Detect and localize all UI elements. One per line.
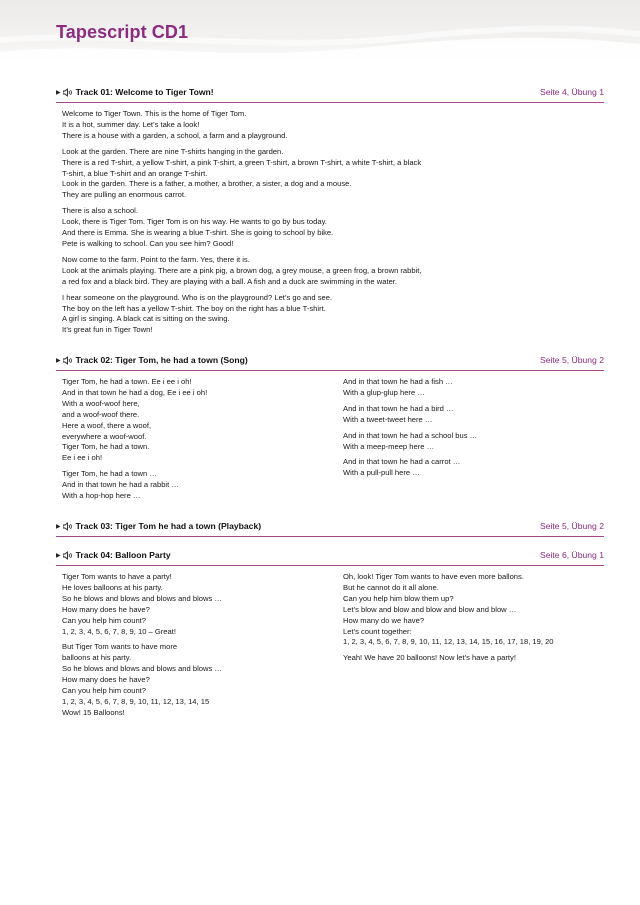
text-line: everywhere a woof-woof.	[62, 431, 147, 441]
text-line: Look, there is Tiger Tom. Tiger Tom is on his way. He wants to go by bus today.	[62, 217, 327, 227]
text-line: a red fox and a black bird. They are playing with a ball. A fish and a duck are swimming in the water.	[62, 276, 398, 286]
track-title: Track 03: Tiger Tom he had a town (Playback)	[75, 521, 262, 531]
text-line: With a meep-meep here …	[343, 441, 435, 451]
text-line: 1, 2, 3, 4, 5, 6, 7, 8, 9, 10, 11, 12, 13, 14, 15	[62, 696, 210, 706]
text-line: Look at the animals playing. There are a pink pig, a brown dog, a grey mouse, a green frog, a brown rabbit,	[62, 265, 422, 275]
track-03	[56, 518, 604, 537]
speaker-icon	[63, 356, 74, 365]
text-line: It is a hot, summer day. Let’s take a look!	[62, 119, 200, 129]
text-line: With a pull-pull here …	[343, 468, 420, 478]
track-page-ref: Seite 5, Übung 2	[539, 521, 604, 531]
text-line: balloons at his party.	[62, 653, 132, 663]
track-01	[56, 84, 604, 341]
track-text	[56, 103, 604, 336]
track-page-ref: Seite 6, Übung 1	[539, 550, 604, 560]
text-line: Can you help him count?	[62, 686, 147, 696]
text-line: Ee i ee i oh!	[62, 453, 103, 463]
text-line: Let’s blow and blow and blow and blow and blow …	[343, 604, 517, 614]
text-line: But Tiger Tom wants to have more	[62, 642, 178, 652]
paragraph	[343, 431, 603, 453]
text-line: How many do we have?	[343, 615, 425, 625]
paragraph	[62, 293, 604, 337]
text-line: Can you help him blow them up?	[343, 593, 454, 603]
text-line: He loves balloons at his party.	[62, 582, 163, 592]
text-line: A girl is singing. A black cat is sitting on the swing.	[62, 314, 230, 324]
play-triangle-icon[interactable]: ▶	[56, 357, 61, 364]
paragraph	[62, 206, 604, 250]
paragraph	[343, 572, 603, 648]
paragraph	[62, 109, 604, 142]
paragraph	[62, 255, 604, 288]
text-line: With a hop-hop here …	[62, 491, 141, 501]
text-line: How many does he have?	[62, 675, 150, 685]
track-title: Track 01: Welcome to Tiger Town!	[75, 87, 214, 97]
track-header	[56, 352, 604, 371]
speaker-icon	[63, 88, 74, 97]
text-line: 1, 2, 3, 4, 5, 6, 7, 8, 9, 10 – Great!	[62, 626, 176, 636]
text-line: Pete is walking to school. Can you see him? Good!	[62, 238, 234, 248]
page-title: Tapescript CD1	[56, 22, 189, 42]
text-line: Yeah! We have 20 balloons! Now let’s have a party!	[343, 653, 516, 663]
text-line: I hear someone on the playground. Who is on the playground? Let’s go and see.	[62, 292, 333, 302]
text-line: Let’s count together:	[343, 626, 412, 636]
paragraph	[343, 377, 603, 399]
left-column	[62, 377, 343, 507]
text-line: They are pulling an enormous carrot.	[62, 190, 187, 200]
text-line: There is a red T-shirt, a yellow T-shirt, a pink T-shirt, a green T-shirt, a brown T-shirt, a white T-shirt, a black	[62, 157, 422, 167]
paragraph	[62, 377, 343, 464]
track-page-ref: Seite 4, Übung 1	[539, 87, 604, 97]
text-line: And there is Emma. She is wearing a blue T-shirt. She is going to school by bike.	[62, 228, 334, 238]
text-line: There is a house with a garden, a school, a farm and a playground.	[62, 130, 288, 140]
text-line: Now come to the farm. Point to the farm. Yes, there it is.	[62, 254, 250, 264]
paragraph	[62, 572, 343, 637]
text-line: Tiger Tom, he had a town.	[62, 442, 150, 452]
text-line: And in that town he had a dog, Ee i ee i oh!	[62, 387, 208, 397]
track-title: Track 02: Tiger Tom, he had a town (Song)	[75, 355, 248, 365]
play-triangle-icon[interactable]: ▶	[56, 552, 61, 559]
speaker-icon	[63, 522, 74, 531]
paragraph	[62, 642, 343, 718]
text-line: It’s great fun in Tiger Town!	[62, 325, 153, 335]
text-line: Tiger Tom, he had a town …	[62, 469, 157, 479]
text-line: Wow! 15 Balloons!	[62, 707, 125, 717]
text-line: Welcome to Tiger Town. This is the home of Tiger Tom.	[62, 109, 247, 118]
paragraph	[62, 469, 343, 502]
text-line: Tiger Tom, he had a town. Ee i ee i oh!	[62, 377, 192, 386]
track-header	[56, 547, 604, 566]
paragraph	[343, 653, 603, 664]
track-title: Track 04: Balloon Party	[75, 550, 171, 560]
text-line: And in that town he had a school bus …	[343, 430, 478, 440]
text-line: But he cannot do it all alone.	[343, 582, 439, 592]
track-header	[56, 84, 604, 103]
text-line: Can you help him count?	[62, 615, 147, 625]
text-line: and a woof-woof there.	[62, 409, 140, 419]
play-triangle-icon[interactable]: ▶	[56, 523, 61, 530]
track-text	[56, 566, 604, 724]
text-line: T-shirt, a blue T-shirt and an orange T-shirt.	[62, 168, 208, 178]
right-column	[343, 377, 603, 507]
text-line: With a glup-glup here …	[343, 387, 425, 397]
text-line: And in that town he had a rabbit …	[62, 480, 179, 490]
track-header	[56, 518, 604, 537]
text-line: Here a woof, there a woof,	[62, 420, 152, 430]
paragraph	[343, 404, 603, 426]
track-04	[56, 547, 604, 724]
text-line: And in that town he had a bird …	[343, 403, 454, 413]
text-line: And in that town he had a fish …	[343, 377, 453, 386]
text-line: With a woof-woof here,	[62, 398, 140, 408]
left-column	[62, 572, 343, 724]
track-02	[56, 352, 604, 507]
speaker-icon	[63, 551, 74, 560]
text-line: 1, 2, 3, 4, 5, 6, 7, 8, 9, 10, 11, 12, 13, 14, 15, 16, 17, 18, 19, 20	[343, 637, 554, 647]
text-line: There is also a school.	[62, 206, 138, 216]
right-column	[343, 572, 603, 724]
text-line: So he blows and blows and blows and blows …	[62, 664, 222, 674]
text-line: The boy on the left has a yellow T-shirt. The boy on the right has a blue T-shirt.	[62, 303, 326, 313]
text-line: Look at the garden. There are nine T-shirts hanging in the garden.	[62, 146, 284, 156]
text-line: Look in the garden. There is a father, a mother, a brother, a sister, a dog and a mouse.	[62, 179, 352, 189]
paragraph	[343, 457, 603, 479]
track-text	[56, 371, 604, 507]
play-triangle-icon[interactable]: ▶	[56, 89, 61, 96]
text-line: Tiger Tom wants to have a party!	[62, 572, 172, 581]
text-line: So he blows and blows and blows and blows …	[62, 593, 222, 603]
text-line: With a tweet-tweet here …	[343, 414, 433, 424]
track-page-ref: Seite 5, Übung 2	[539, 355, 604, 365]
text-line: And in that town he had a carrot …	[343, 457, 461, 467]
text-line: Oh, look! Tiger Tom wants to have even more ballons.	[343, 572, 524, 581]
paragraph	[62, 147, 604, 202]
text-line: How many does he have?	[62, 604, 150, 614]
